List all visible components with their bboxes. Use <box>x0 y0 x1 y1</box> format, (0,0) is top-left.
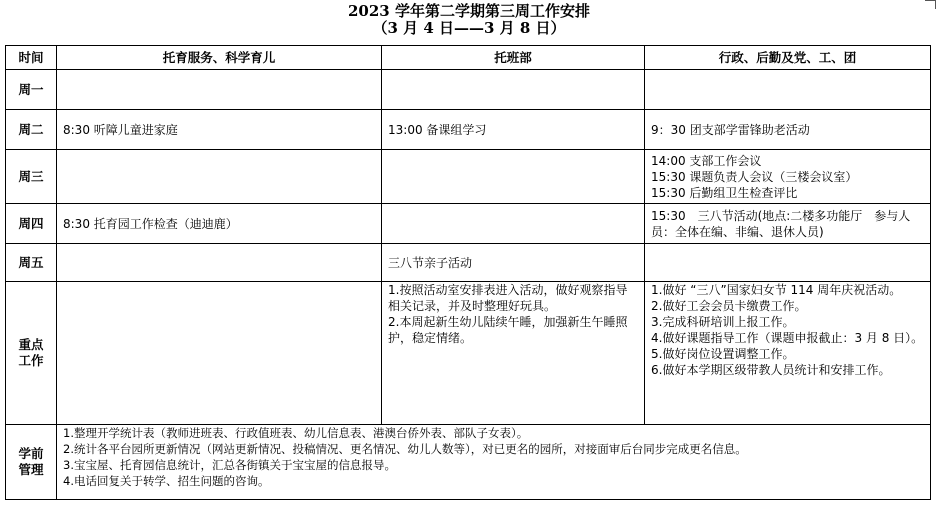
cell-nursery <box>382 282 645 425</box>
preschool-label: 学前 管理 <box>6 425 57 500</box>
cell-nursery <box>382 70 645 110</box>
header-childcare: 托育服务、科学育儿 <box>57 46 382 70</box>
header-row <box>6 46 931 70</box>
key-item: 2.做好工会会员卡缴费工作。 <box>651 299 807 313</box>
row-thursday <box>6 204 931 244</box>
row-key-work <box>6 282 931 425</box>
row-preschool-management <box>6 425 931 500</box>
cell-nursery <box>382 150 645 204</box>
cell-childcare <box>57 204 382 244</box>
cell-childcare <box>57 282 382 425</box>
event-text: 15:30 后勤组卫生检查评比 <box>651 185 798 200</box>
day-label: 周二 <box>6 110 57 150</box>
key-item: 6.做好本学期区级带教人员统计和安排工作。 <box>651 363 891 377</box>
key-item: 5.做好岗位设置调整工作。 <box>651 347 795 361</box>
cell-admin <box>645 70 931 110</box>
cell-admin <box>645 282 931 425</box>
cell-admin <box>645 150 931 204</box>
cell-nursery <box>382 204 645 244</box>
cell-admin <box>645 244 931 282</box>
event-text: 8:30 托育园工作检查（迪迪鹿） <box>63 216 238 231</box>
key-work-label: 重点 工作 <box>6 282 57 425</box>
preschool-item: 4.电话回复关于转学、招生问题的咨询。 <box>63 474 270 488</box>
preschool-item: 3.宝宝屋、托育园信息统计，汇总各街镇关于宝宝屋的信息报导。 <box>63 458 396 472</box>
cell-childcare <box>57 70 382 110</box>
cell-childcare <box>57 150 382 204</box>
day-label: 周四 <box>6 204 57 244</box>
row-wednesday <box>6 150 931 204</box>
row-tuesday <box>6 110 931 150</box>
day-label: 周三 <box>6 150 57 204</box>
title-line-1: 2023 学年第二学期第三周工作安排 <box>348 2 590 20</box>
preschool-item: 2.统计各平台园所更新情况（网站更新情况、投稿情况、更名情况、幼儿人数等），对已更名的园所，对接面审后台同步完成更名信息。 <box>63 442 747 456</box>
key-item: 1.做好 “三八”国家妇女节 114 周年庆祝活动。 <box>651 283 902 297</box>
cell-admin <box>645 204 931 244</box>
header-time: 时间 <box>6 46 57 70</box>
event-text: 15:30 三八节活动(地点:二楼多功能厅 参与人员：全体在编、非编、退休人员) <box>651 208 911 239</box>
key-item: 3.完成科研培训上报工作。 <box>651 315 795 329</box>
preschool-item: 1.整理开学统计表（教师进班表、行政值班表、幼儿信息表、港澳台侨外表、部队子女表）。 <box>63 426 529 440</box>
day-label: 周五 <box>6 244 57 282</box>
preschool-items <box>57 425 931 500</box>
event-text: 8:30 听障儿童进家庭 <box>63 122 178 137</box>
cell-nursery <box>382 244 645 282</box>
row-monday <box>6 70 931 110</box>
cell-nursery <box>382 110 645 150</box>
header-admin: 行政、后勤及党、工、团 <box>645 46 931 70</box>
day-label: 周一 <box>6 70 57 110</box>
event-text: 13:00 备课组学习 <box>388 122 487 137</box>
event-text: 三八节亲子活动 <box>388 255 473 270</box>
event-text: 9：30 团支部学雷锋助老活动 <box>651 122 810 137</box>
schedule-table <box>5 45 931 500</box>
row-friday <box>6 244 931 282</box>
document-title <box>0 3 938 37</box>
key-item: 1.按照活动室安排表进入活动，做好观察指导相关记录，并及时整理好玩具。 <box>388 283 628 313</box>
title-line-2: （3 月 4 日——3 月 8 日） <box>372 19 566 37</box>
key-item: 2.本周起新生幼儿陆续午睡，加强新生午睡照护，稳定情绪。 <box>388 315 628 345</box>
header-nursery: 托班部 <box>382 46 645 70</box>
event-text: 14:00 支部工作会议 <box>651 153 762 168</box>
event-text: 15:30 课题负责人会议（三楼会议室） <box>651 169 858 184</box>
cell-childcare <box>57 110 382 150</box>
cell-childcare <box>57 244 382 282</box>
key-item: 4.做好课题指导工作（课题申报截止：3 月 8 日）。 <box>651 331 924 345</box>
cell-admin <box>645 110 931 150</box>
